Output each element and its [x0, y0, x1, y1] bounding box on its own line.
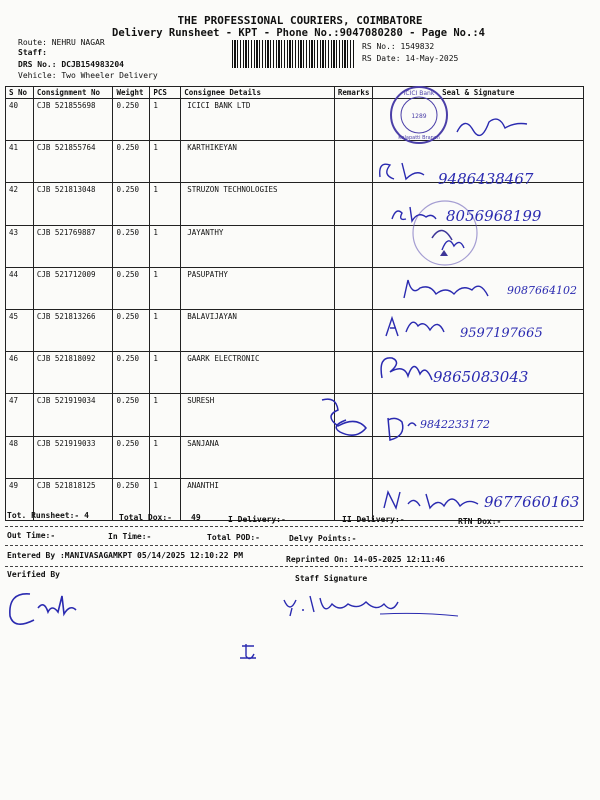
col-consignee: Consignee Details: [181, 87, 335, 99]
total-dox-value: 49: [191, 513, 201, 522]
signature-row-43: [438, 232, 468, 254]
cell-consignment: CJB 521818092: [33, 352, 113, 394]
cell-weight: 0.250: [113, 183, 150, 225]
entered-by: Entered By :MANIVASAGAMKPT 05/14/2025 12:10:22 PM: [7, 551, 244, 560]
cell-weight: 0.250: [113, 225, 150, 267]
cell-pcs: 1: [150, 394, 181, 436]
verified-by-signature: [4, 586, 84, 632]
cell-pcs: 1: [150, 309, 181, 351]
seal-text: ICICI Bank: [403, 90, 435, 97]
cell-consignee: ANANTHI: [181, 478, 335, 520]
staff-label: Staff:: [18, 48, 47, 57]
seal-code: 1289: [411, 113, 427, 120]
signature-row-40: [455, 112, 535, 138]
cell-pcs: 1: [150, 141, 181, 183]
cell-pcs: 1: [150, 436, 181, 478]
handwritten-phone-row-40: 9486438467: [438, 170, 534, 188]
cell-remarks: [334, 225, 373, 267]
signature-row-45: [382, 312, 462, 342]
cell-weight: 0.250: [113, 436, 150, 478]
table-row: [6, 394, 584, 436]
cell-sno: 43: [6, 225, 34, 267]
cell-sno: 49: [6, 478, 34, 520]
signature-row-48: [384, 410, 420, 444]
handwritten-phone-row-49: 9677660163: [484, 493, 580, 511]
divider-2: [5, 545, 583, 546]
total-runsheet: Tot. Runsheet:- 4: [7, 511, 89, 520]
signature-row-44: [400, 276, 500, 304]
col-remarks: Remarks: [334, 87, 373, 99]
handwritten-phone-row-42: 8056968199: [446, 207, 542, 225]
out-time: Out Time:-: [7, 531, 56, 540]
cell-sno: 47: [6, 394, 34, 436]
staff-signature-label: Staff Signature: [295, 574, 368, 583]
cell-consignee: SURESH: [181, 394, 335, 436]
cell-consignee: GAARK ELECTRONIC: [181, 352, 335, 394]
runsheet-subtitle: Delivery Runsheet - KPT - Phone No.:9047080280 - Page No.:4: [112, 27, 485, 39]
handwritten-phone-row-45: 9597197665: [460, 326, 543, 341]
in-time: In Time:-: [108, 532, 152, 541]
ii-delivery: II Delivery:-: [342, 515, 405, 524]
total-pod: Total POD:-: [207, 533, 260, 542]
cell-sno: 45: [6, 309, 34, 351]
col-sno: S No: [6, 87, 34, 99]
delvy-points: Delvy Points:-: [289, 534, 357, 543]
signature-row-41: [376, 155, 436, 185]
cell-consignee: PASUPATHY: [181, 267, 335, 309]
col-weight: Weight: [113, 87, 150, 99]
cell-consignee: KARTHIKEYAN: [181, 141, 335, 183]
signature-row-47: [316, 396, 376, 442]
cell-sno: 46: [6, 352, 34, 394]
cell-weight: 0.250: [113, 352, 150, 394]
rtn-dox: RTN Dox:-: [458, 517, 502, 526]
cell-sno: 40: [6, 99, 34, 141]
divider-1: [5, 526, 583, 527]
bank-seal-stamp: [388, 84, 450, 146]
cell-pcs: 1: [150, 267, 181, 309]
signature-row-46: [376, 350, 436, 384]
cell-weight: 0.250: [113, 478, 150, 520]
cell-pcs: 1: [150, 225, 181, 267]
cell-consignment: CJB 521712009: [33, 267, 113, 309]
cell-consignment: CJB 521855698: [33, 99, 113, 141]
table-row: [6, 436, 584, 478]
verified-by-label: Verified By: [7, 570, 60, 579]
cell-consignment: CJB 521813266: [33, 309, 113, 351]
vehicle-label: Vehicle: Two Wheeler Delivery: [18, 71, 158, 80]
cell-sno: 42: [6, 183, 34, 225]
cell-pcs: 1: [150, 478, 181, 520]
cell-weight: 0.250: [113, 394, 150, 436]
rs-number: RS No.: 1549832: [362, 42, 435, 51]
cell-consignee: BALAVIJAYAN: [181, 309, 335, 351]
cell-sno: 48: [6, 436, 34, 478]
cell-consignee: JAYANTHY: [181, 225, 335, 267]
cell-remarks: [334, 99, 373, 141]
seal-branch: Kalapatti Branch: [398, 135, 440, 141]
cell-pcs: 1: [150, 99, 181, 141]
handwritten-phone-row-48: 9842233172: [420, 418, 490, 431]
col-consignment: Consignment No: [33, 87, 113, 99]
cell-remarks: [334, 309, 373, 351]
drs-number: DRS No.: DCJB154983204: [18, 60, 124, 69]
divider-3: [5, 566, 583, 567]
cell-pcs: 1: [150, 183, 181, 225]
col-pcs: PCS: [150, 87, 181, 99]
cell-consignee: SANJANA: [181, 436, 335, 478]
handwritten-phone-row-46: 9865083043: [433, 368, 529, 386]
staff-signature: [280, 590, 460, 620]
i-delivery: I Delivery:-: [228, 515, 286, 524]
cell-remarks: [334, 436, 373, 478]
cell-consignee: STRUZON TECHNOLOGIES: [181, 183, 335, 225]
small-mark: [236, 640, 260, 664]
cell-remarks: [334, 267, 373, 309]
barcode-image: [232, 40, 354, 68]
signature-row-49: [380, 486, 484, 512]
cell-weight: 0.250: [113, 267, 150, 309]
cell-weight: 0.250: [113, 309, 150, 351]
route-label: Route: NEHRU NAGAR: [18, 38, 105, 47]
cell-consignment: CJB 521855764: [33, 141, 113, 183]
cell-remarks: [334, 183, 373, 225]
rs-date: RS Date: 14-May-2025: [362, 54, 459, 63]
cell-remarks: [334, 141, 373, 183]
total-dox-label: Total Dox:-: [119, 513, 172, 522]
cell-consignment: CJB 521818125: [33, 478, 113, 520]
cell-consignment: CJB 521919033: [33, 436, 113, 478]
company-title: THE PROFESSIONAL COURIERS, COIMBATORE: [177, 14, 423, 27]
reprinted-on: Reprinted On: 14-05-2025 12:11:46: [286, 555, 445, 564]
col-seal-signature: Seal & Signature: [373, 87, 584, 99]
cell-sno: 44: [6, 267, 34, 309]
cell-consignment: CJB 521769887: [33, 225, 113, 267]
cell-weight: 0.250: [113, 99, 150, 141]
cell-consignment: CJB 521919034: [33, 394, 113, 436]
cell-pcs: 1: [150, 352, 181, 394]
cell-consignee: ICICI BANK LTD: [181, 99, 335, 141]
cell-sno: 41: [6, 141, 34, 183]
cell-weight: 0.250: [113, 141, 150, 183]
table-header-row: [6, 87, 584, 99]
signature-row-42: [388, 203, 438, 225]
table-row: [6, 225, 584, 267]
handwritten-phone-row-44: 9087664102: [507, 284, 577, 297]
cell-remarks: [334, 352, 373, 394]
cell-consignment: CJB 521813048: [33, 183, 113, 225]
